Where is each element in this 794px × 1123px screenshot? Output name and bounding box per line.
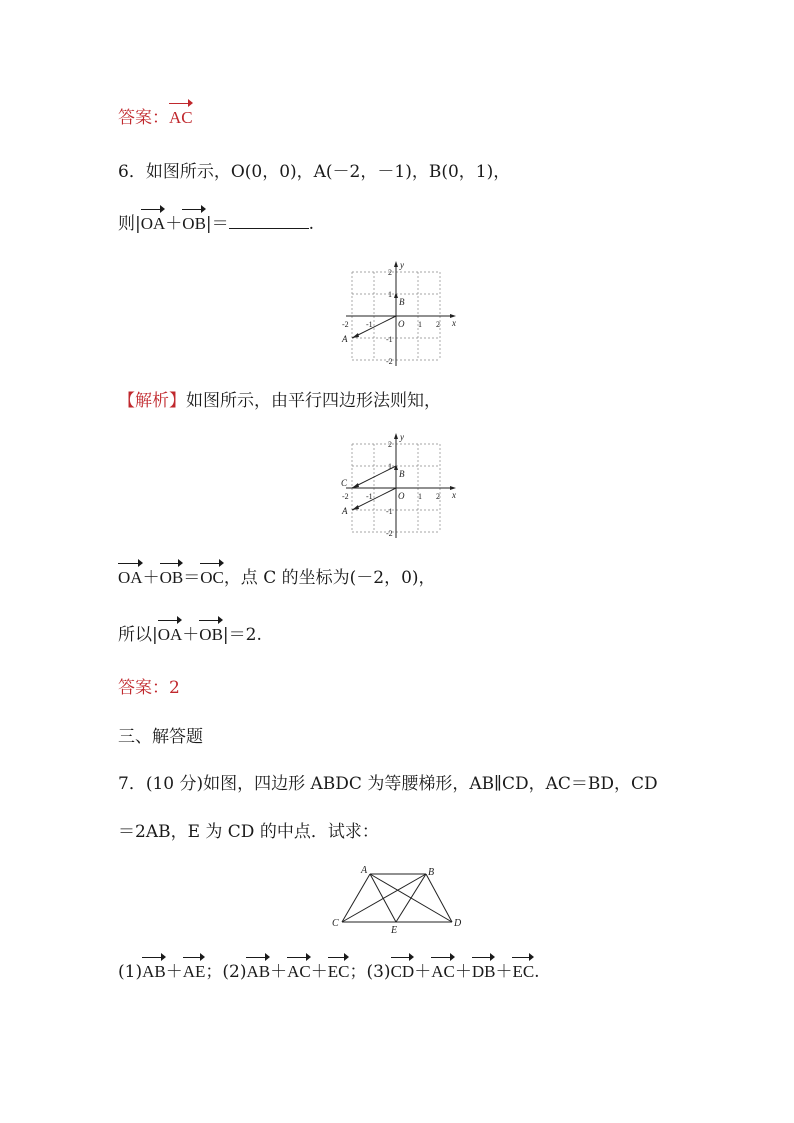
point-a-label: A (342, 506, 348, 516)
origin-label: O (398, 491, 405, 501)
equation-1: OA＋OB＝OC，点 C 的坐标为(－2，0)， (118, 564, 436, 590)
question-6-line2: 则|OA＋OB|＝ . (118, 210, 314, 236)
tick-x-1: 1 (418, 320, 422, 329)
answer-blank (229, 212, 309, 229)
vertex-b: B (428, 867, 435, 878)
tick-y-neg1: -1 (386, 335, 393, 344)
answer-value: 2 (169, 678, 180, 698)
tick-x-2: 2 (436, 320, 440, 329)
vector-oa: OA (141, 210, 166, 236)
tick-x-neg2: -2 (342, 492, 349, 501)
vertex-e: E (391, 925, 398, 936)
point-c-label: C (341, 478, 348, 488)
vector-ac: AC (169, 104, 193, 130)
equation-2: 所以|OA＋OB|＝2. (118, 621, 262, 647)
origin-label: O (398, 319, 405, 329)
analysis-text: 如图所示，由平行四边形法则知， (186, 391, 441, 411)
point-b-label: B (399, 469, 405, 479)
question-7-line2: ＝2AB，E 为 CD 的中点．试求： (118, 822, 379, 842)
tick-x-neg1: -1 (366, 320, 373, 329)
section-title: 三、解答题 (118, 727, 203, 747)
tick-y-2: 2 (388, 440, 392, 449)
tick-y-neg1: -1 (386, 507, 393, 516)
coordinate-figure-2 (338, 432, 466, 542)
tick-x-1: 1 (418, 492, 422, 501)
y-axis-label: y (400, 260, 404, 270)
tick-x-neg1: -1 (366, 492, 373, 501)
tick-x-2: 2 (436, 492, 440, 501)
question-7-line1: 7．(10 分)如图，四边形 ABDC 为等腰梯形，AB∥CD，AC＝BD，CD (118, 774, 658, 794)
analysis-tag: 【解析】 (118, 391, 186, 411)
vertex-d: D (454, 918, 462, 929)
answer-6 (118, 676, 180, 700)
answer-label: 答案： (118, 678, 169, 698)
answer-5 (118, 104, 193, 130)
vector-ob: OB (182, 210, 206, 236)
question-7-parts: (1)AB＋AE；(2)AB＋AC＋EC；(3)CD＋AC＋DB＋EC. (118, 958, 540, 984)
tick-y-2: 2 (388, 268, 392, 277)
x-axis-label: x (452, 318, 456, 328)
vertex-a: A (361, 865, 368, 876)
tick-y-1: 1 (388, 290, 392, 299)
question-6-line1: 6．如图所示，O(0，0)，A(－2，－1)，B(0，1)， (118, 162, 511, 182)
tick-y-neg2: -2 (386, 357, 393, 366)
trapezoid-figure (328, 862, 470, 938)
vertex-c: C (332, 918, 339, 929)
analysis-line (118, 389, 441, 413)
x-axis-label: x (452, 490, 456, 500)
tick-x-neg2: -2 (342, 320, 349, 329)
answer-label: 答案： (118, 108, 169, 128)
point-a-label: A (342, 334, 348, 344)
y-axis-label: y (400, 432, 404, 442)
tick-y-1: 1 (388, 462, 392, 471)
coordinate-figure-1 (338, 260, 466, 370)
point-b-label: B (399, 297, 405, 307)
tick-y-neg2: -2 (386, 529, 393, 538)
